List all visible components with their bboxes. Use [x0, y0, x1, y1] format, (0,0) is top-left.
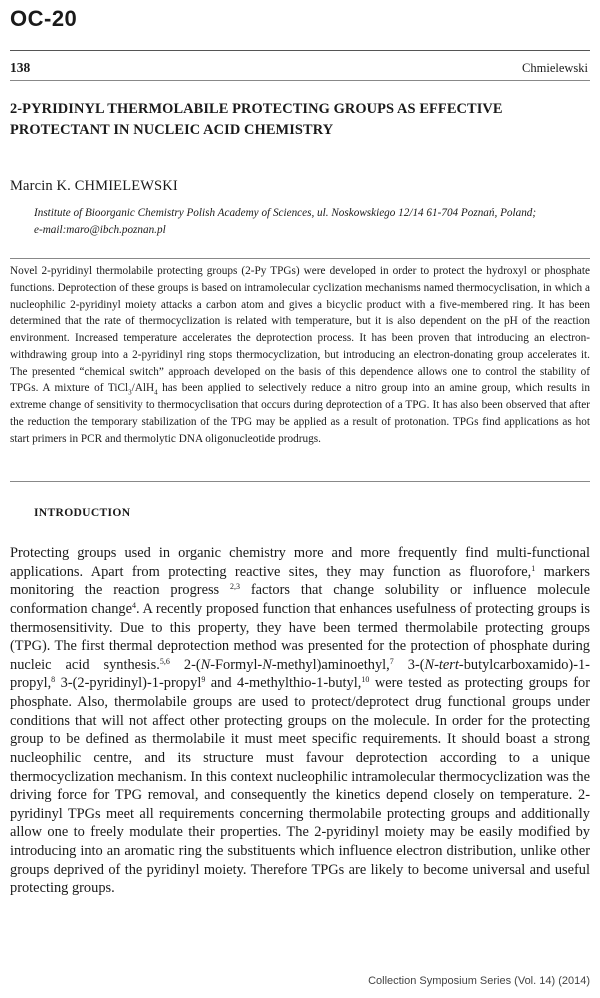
- citation-ref: 8: [51, 675, 56, 685]
- author-name: Marcin K. CHMIELEWSKI: [10, 178, 178, 194]
- section-heading: INTRODUCTION: [34, 506, 131, 519]
- subheader-rule: [10, 80, 590, 81]
- intro-text: 2-(: [169, 656, 201, 673]
- affiliation: [34, 205, 590, 239]
- citation-ref: 5,6: [159, 656, 170, 666]
- affiliation-line-1: Institute of Bioorganic Chemistry Polish Academy of Sciences, ul. Noskowskiego 12/14 61-704 Poznań, Poland;: [34, 207, 537, 219]
- abstract-bottom-rule: [10, 481, 590, 482]
- abstract-text-1: Novel 2-pyridinyl thermolabile protecting groups (2-Py TPGs) were developed in order to protect the hydroxyl or phosphate functions. Deprotection of these groups is based on intramolecular cyclization mechanisms named thermocyclisation, in which a nucleophilic 2-pyridinyl moiety attacks a carbon atom and gives a bicyclic product with a five-membered ring. It has been determined that the rate of thermocyclization is related with temperature, but it is also dependent on the pH of the reaction environment. Increased temperature accelerates the deprotection process. It has been proven that introducing an electron-withdrawing group into a 2-pyridinyl ring stops thermocyclization, but introducing an electron-donating group accelerates it. The presented “chemical switch” approach developed on the basis of this dependence allows one to control the stability of TPGs. A mixture of TiCl: [10, 265, 590, 395]
- title-line-1: 2-PYRIDINYL THERMOLABILE PROTECTING GROUPS AS EFFECTIVE: [10, 101, 503, 117]
- citation-ref: 9: [201, 675, 206, 685]
- running-head: Chmielewski: [522, 61, 588, 75]
- intro-text: 3-(2-pyridinyl)-1-propyl: [55, 675, 202, 692]
- citation-ref: 1: [531, 563, 536, 573]
- intro-italic: N: [200, 656, 211, 673]
- abstract-text-3: has been applied to selectively reduce a nitro group into an amine group, which results in extreme change of sensitivity to thermocyclisation that occurs during deprotection of a TPG. It has also been observed that after the reduction the temporary stabilization of the TPG may be applied as a result of protonation. TPGs find applications as hot start primers in PCR and thermolytic DNA oligonucleotide prodrugs.: [10, 382, 591, 445]
- header-rule: [10, 50, 590, 51]
- intro-text: and 4-methylthio-1-butyl,: [205, 675, 362, 692]
- intro-text: -Formyl-: [210, 656, 263, 673]
- title-line-2: PROTECTANT IN NUCLEIC ACID CHEMISTRY: [10, 122, 334, 138]
- introduction-paragraph: [10, 544, 590, 898]
- intro-text: Protecting groups used in organic chemistry more and more frequently find multi-functional applications. Apart from protecting reactive sites, they may function as fluorofore,: [10, 545, 590, 580]
- intro-text: -butylcarboxamido)-1-propyl,: [10, 656, 590, 692]
- intro-text: . A recently proposed function that enhances usefulness of protecting groups is thermosensitivity. Due to this property, they have been termed thermolabile protecting groups (TPG). The first thermal deprotection method was presented for the protection of phosphate during nucleic acid synthesis.: [10, 600, 590, 673]
- abstract-top-rule: [10, 258, 590, 259]
- intro-text: were tested as protecting groups for phosphate. Also, thermolabile groups are used to protect/deprotect drug functional groups under conditions that will not affect other protecting groups on the molecule. In order for the protecting group to be defined as thermolabile it must meet specific requirements. It should boast a strong nucleophilic centre, and its structure must favour deprotection according to a unique thermocyclization mechanism. In this context nucleophilic intramolecular thermocyclization was the driving force for TPG removal, and consequently the kinetics depend closely on temperature. 2-pyridinyl TPGs meet all requirements concerning thermolabile protecting groups and additionally allow one to freely modulate their properties. The 2-pyridinyl moiety may be easily modified by introducing into an aromatic ring the substituents which influence electron distribution, unlike other groups deprived of the pyridinyl moiety. Therefore TPGs are likely to become universal and useful protecting groups.: [10, 675, 590, 897]
- citation-ref: 10: [361, 675, 370, 685]
- footer-series: Collection Symposium Series (Vol. 14) (2014): [368, 975, 590, 987]
- abstract-text-2: /AlH: [131, 382, 155, 395]
- citation-ref: 7: [389, 656, 394, 666]
- citation-ref: 2,3: [230, 582, 240, 592]
- page-number: 138: [10, 60, 31, 75]
- intro-text: factors that change solubility or influence molecule conformation change: [10, 582, 590, 617]
- session-code: OC-20: [10, 6, 78, 31]
- article-title: [10, 99, 590, 141]
- intro-text: -methyl)aminoethyl,: [271, 656, 390, 673]
- intro-text: 3-(: [393, 656, 425, 673]
- citation-ref: 4: [132, 600, 137, 610]
- abstract: [10, 263, 590, 447]
- abstract-subscript-1: 3: [128, 388, 132, 397]
- intro-italic: N-tert: [424, 656, 459, 673]
- intro-italic: N: [262, 656, 272, 673]
- affiliation-email: e-mail:maro@ibch.poznan.pl: [34, 224, 166, 236]
- intro-text: markers monitoring the reaction progress: [10, 563, 590, 599]
- abstract-subscript-2: 4: [154, 388, 158, 397]
